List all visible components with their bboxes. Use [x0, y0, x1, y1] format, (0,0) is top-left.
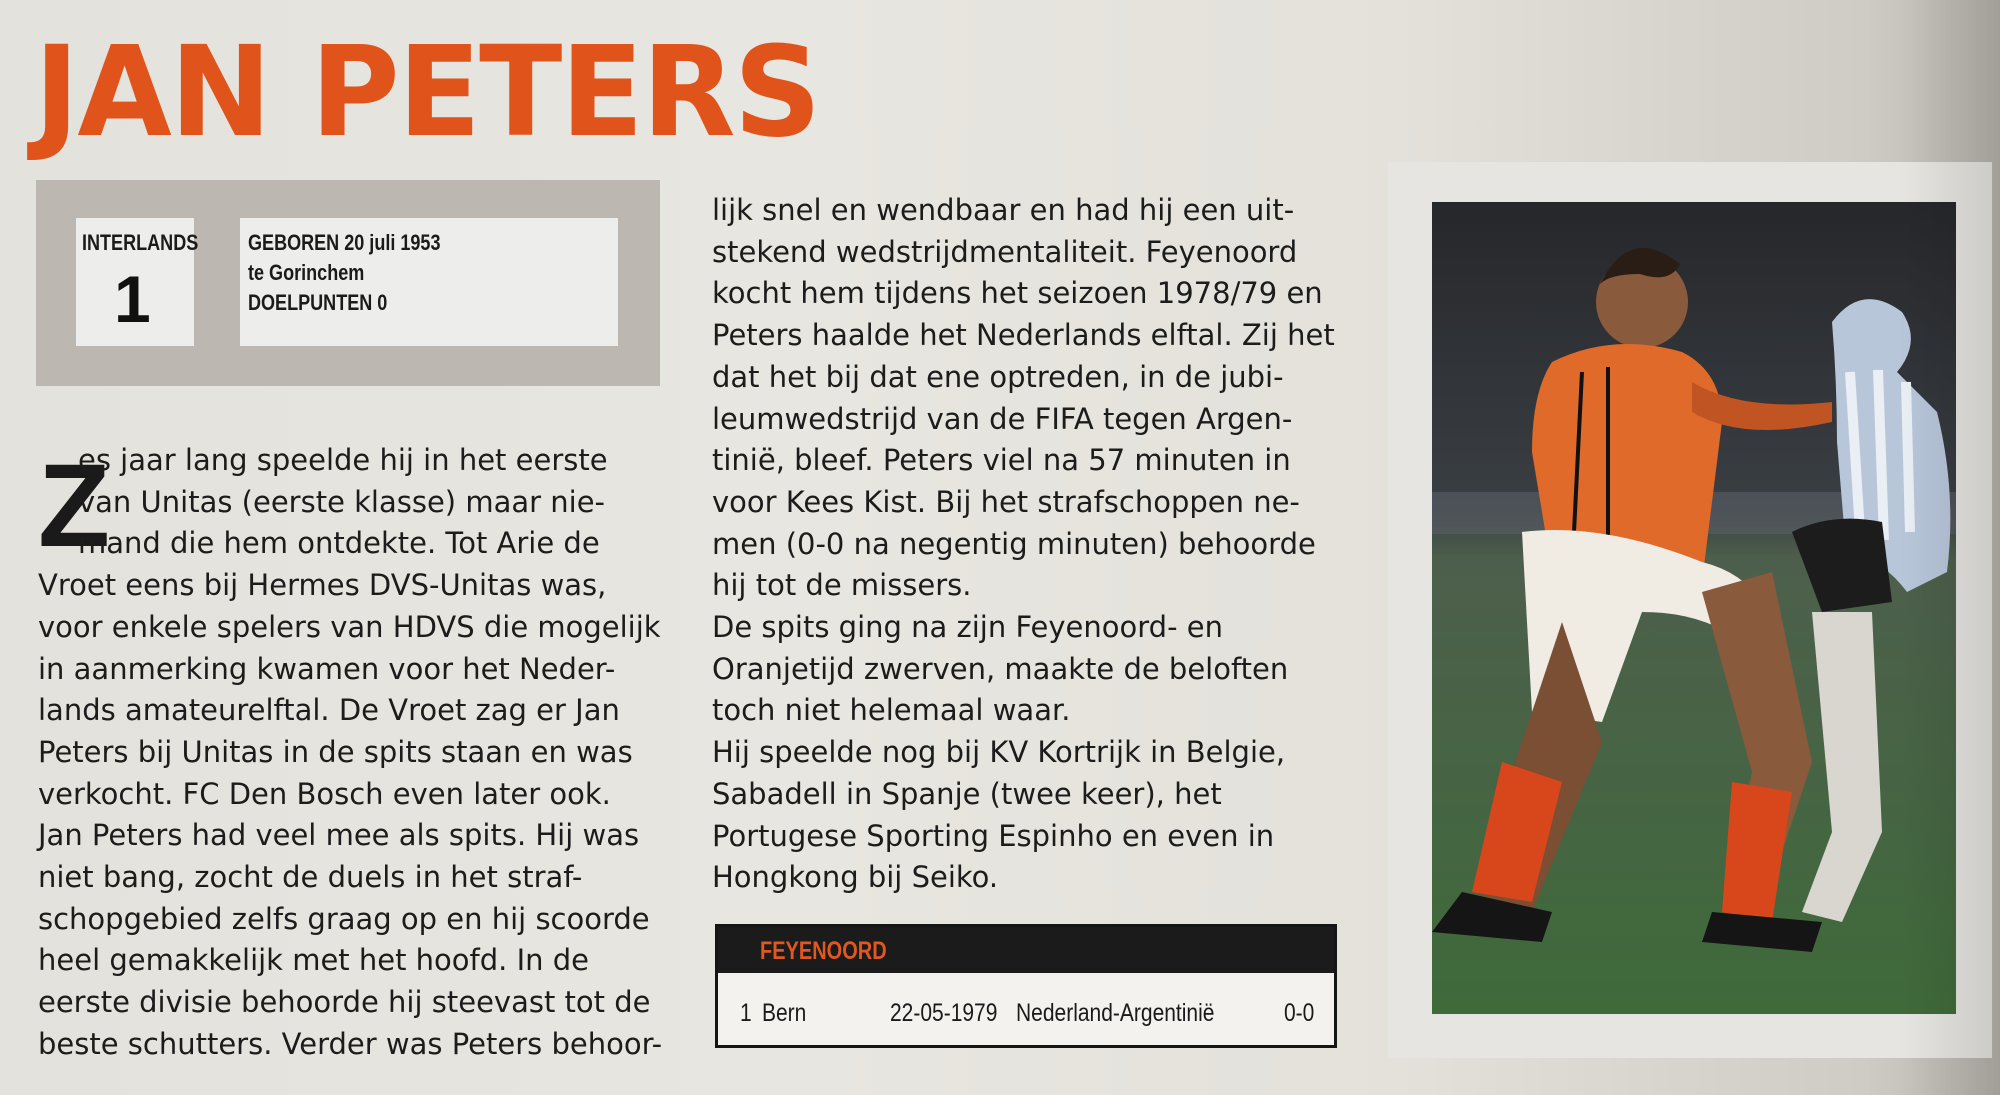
drop-cap: Z — [38, 440, 111, 572]
article-line: Peters haalde het Nederlands elftal. Zij het — [712, 318, 1335, 353]
article-line: voor enkele spelers van HDVS die mogelijk — [38, 609, 661, 644]
article-line: stekend wedstrijdmentaliteit. Feyenoord — [712, 234, 1298, 269]
article-line: niet bang, zocht de duels in het straf- — [38, 860, 583, 895]
article-line: Portugese Sporting Espinho en even in — [712, 818, 1275, 853]
match-fixture: Nederland-Argentinië — [1016, 999, 1215, 1027]
match-table — [715, 924, 1337, 1048]
interlands-count: 1 — [114, 262, 151, 336]
article-line: toch niet helemaal waar. — [712, 693, 1071, 728]
article-line: van Unitas (eerste klasse) maar nie- — [78, 484, 606, 519]
goals-count: DOELPUNTEN 0 — [248, 290, 388, 315]
article-column-2 — [712, 190, 1352, 899]
stats-box — [36, 180, 660, 386]
football-photo-illustration — [1432, 202, 1956, 1014]
article-line: heel gemakkelijk met het hoofd. In de — [38, 943, 589, 978]
article-line: dat het bij dat ene optreden, in de jubi- — [712, 359, 1284, 394]
article-line: Jan Peters had veel mee als spits. Hij was — [38, 818, 640, 853]
birth-date: GEBOREN 20 juli 1953 — [248, 230, 441, 255]
article-line: hij tot de missers. — [712, 568, 972, 603]
article-line: in aanmerking kwamen voor het Neder- — [38, 651, 616, 686]
article-column-1 — [38, 440, 668, 1066]
article-line: leumwedstrijd van de FIFA tegen Argen- — [712, 401, 1293, 436]
article-line: es jaar lang speelde hij in het eerste — [78, 443, 608, 477]
article-line: Hij speelde nog bij KV Kortrijk in Belgie, — [712, 735, 1286, 770]
article-line: De spits ging na zijn Feyenoord- en — [712, 610, 1223, 645]
birth-place: te Gorinchem — [248, 260, 365, 285]
match-number: 1 — [740, 999, 752, 1027]
page-title: JAN PETERS — [34, 19, 820, 165]
article-line: schopgebied zelfs graag op en hij scoorde — [38, 901, 650, 936]
interlands-panel — [76, 218, 199, 346]
club-name: FEYENOORD — [760, 937, 887, 965]
article-line: men (0-0 na negentig minuten) behoorde — [712, 526, 1316, 561]
bleed-through-text — [760, 0, 1380, 170]
article-line: kocht hem tijdens het seizoen 1978/79 en — [712, 276, 1323, 311]
page-gutter-shadow — [1900, 0, 2000, 1095]
player-photo — [1432, 202, 1956, 1014]
match-date: 22-05-1979 — [890, 999, 998, 1027]
interlands-label: INTERLANDS — [82, 230, 199, 255]
article-line: Sabadell in Spanje (twee keer), het — [712, 776, 1222, 811]
bio-panel — [240, 218, 618, 346]
match-score: 0-0 — [1284, 999, 1315, 1027]
article-line: Hongkong bij Seiko. — [712, 860, 999, 895]
article-line: beste schutters. Verder was Peters behoor- — [38, 1026, 663, 1061]
article-line: tinië, bleef. Peters viel na 57 minuten in — [712, 443, 1291, 478]
article-line: mand die hem ontdekte. Tot Arie de — [78, 526, 600, 561]
article-line: lands amateurelftal. De Vroet zag er Jan — [38, 693, 620, 728]
article-line: lijk snel en wendbaar en had hij een uit- — [712, 193, 1295, 227]
article-line: eerste divisie behoorde hij steevast tot de — [38, 985, 651, 1020]
match-venue: Bern — [762, 999, 807, 1027]
match-table-header — [718, 927, 1334, 973]
article-line: Vroet eens bij Hermes DVS-Unitas was, — [38, 568, 607, 603]
article-line: verkocht. FC Den Bosch even later ook. — [38, 776, 611, 811]
article-line: Oranjetijd zwerven, maakte de beloften — [712, 651, 1289, 686]
article-line: Peters bij Unitas in de spits staan en was — [38, 734, 633, 769]
article-line: voor Kees Kist. Bij het strafschoppen ne- — [712, 484, 1300, 519]
